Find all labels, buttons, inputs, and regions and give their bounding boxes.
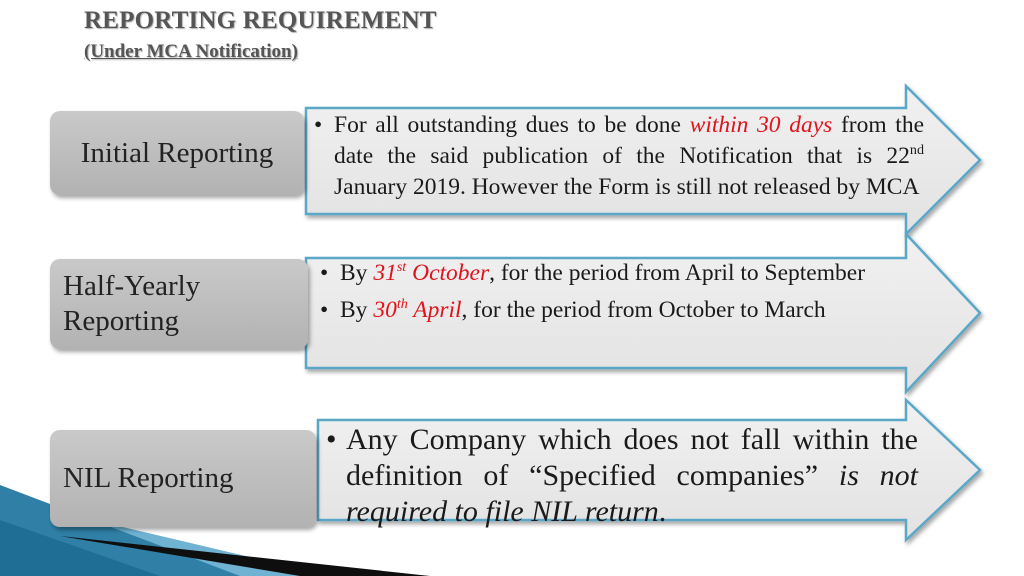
initial-reporting-label: Initial Reporting [80, 136, 274, 169]
date-number: 31 [373, 260, 397, 286]
nil-reporting-content [322, 422, 918, 530]
page-subtitle: (Under MCA Notification) [84, 41, 298, 62]
bullet-text: For all outstanding dues to be done [334, 112, 690, 138]
bullet-text: from the date the said publication of the Notification that is 22 [334, 112, 925, 169]
superscript: nd [909, 142, 924, 159]
highlight-deadline: within 30 days [689, 112, 833, 138]
bullet-text: By [340, 260, 374, 286]
highlight-date-april [373, 297, 461, 323]
highlight-date-october [373, 260, 489, 286]
half-yearly-reporting-label: Half-Yearly Reporting [63, 270, 201, 337]
superscript: st [396, 259, 407, 276]
nil-reporting-label: NIL Reporting [63, 462, 234, 495]
italic-statement: is not required to file NIL return [346, 459, 918, 528]
half-yearly-reporting-content [316, 258, 918, 326]
bullet-text: January 2019. However the Form is still not released by MCA [334, 174, 920, 200]
bullet-text: Any Company which does not fall within the definition of “Specified companies” [346, 423, 918, 492]
initial-reporting-content [310, 110, 924, 203]
bullet-text: . [658, 495, 667, 528]
bullet-nil-1 [322, 422, 918, 530]
date-month: October [406, 260, 490, 286]
bullet-initial-1 [310, 110, 924, 203]
date-number: 30 [373, 297, 397, 323]
bullet-text: , for the period from October to March [461, 297, 826, 323]
bullet-half-yearly-2 [316, 295, 918, 326]
page-title: REPORTING REQUIREMENT [84, 7, 437, 34]
bullet-half-yearly-1 [316, 258, 918, 289]
superscript: th [396, 296, 408, 313]
bullet-text: By [340, 297, 374, 323]
date-month: April [407, 297, 462, 323]
bullet-text: , for the period from April to September [489, 260, 866, 286]
title-block [84, 6, 437, 64]
